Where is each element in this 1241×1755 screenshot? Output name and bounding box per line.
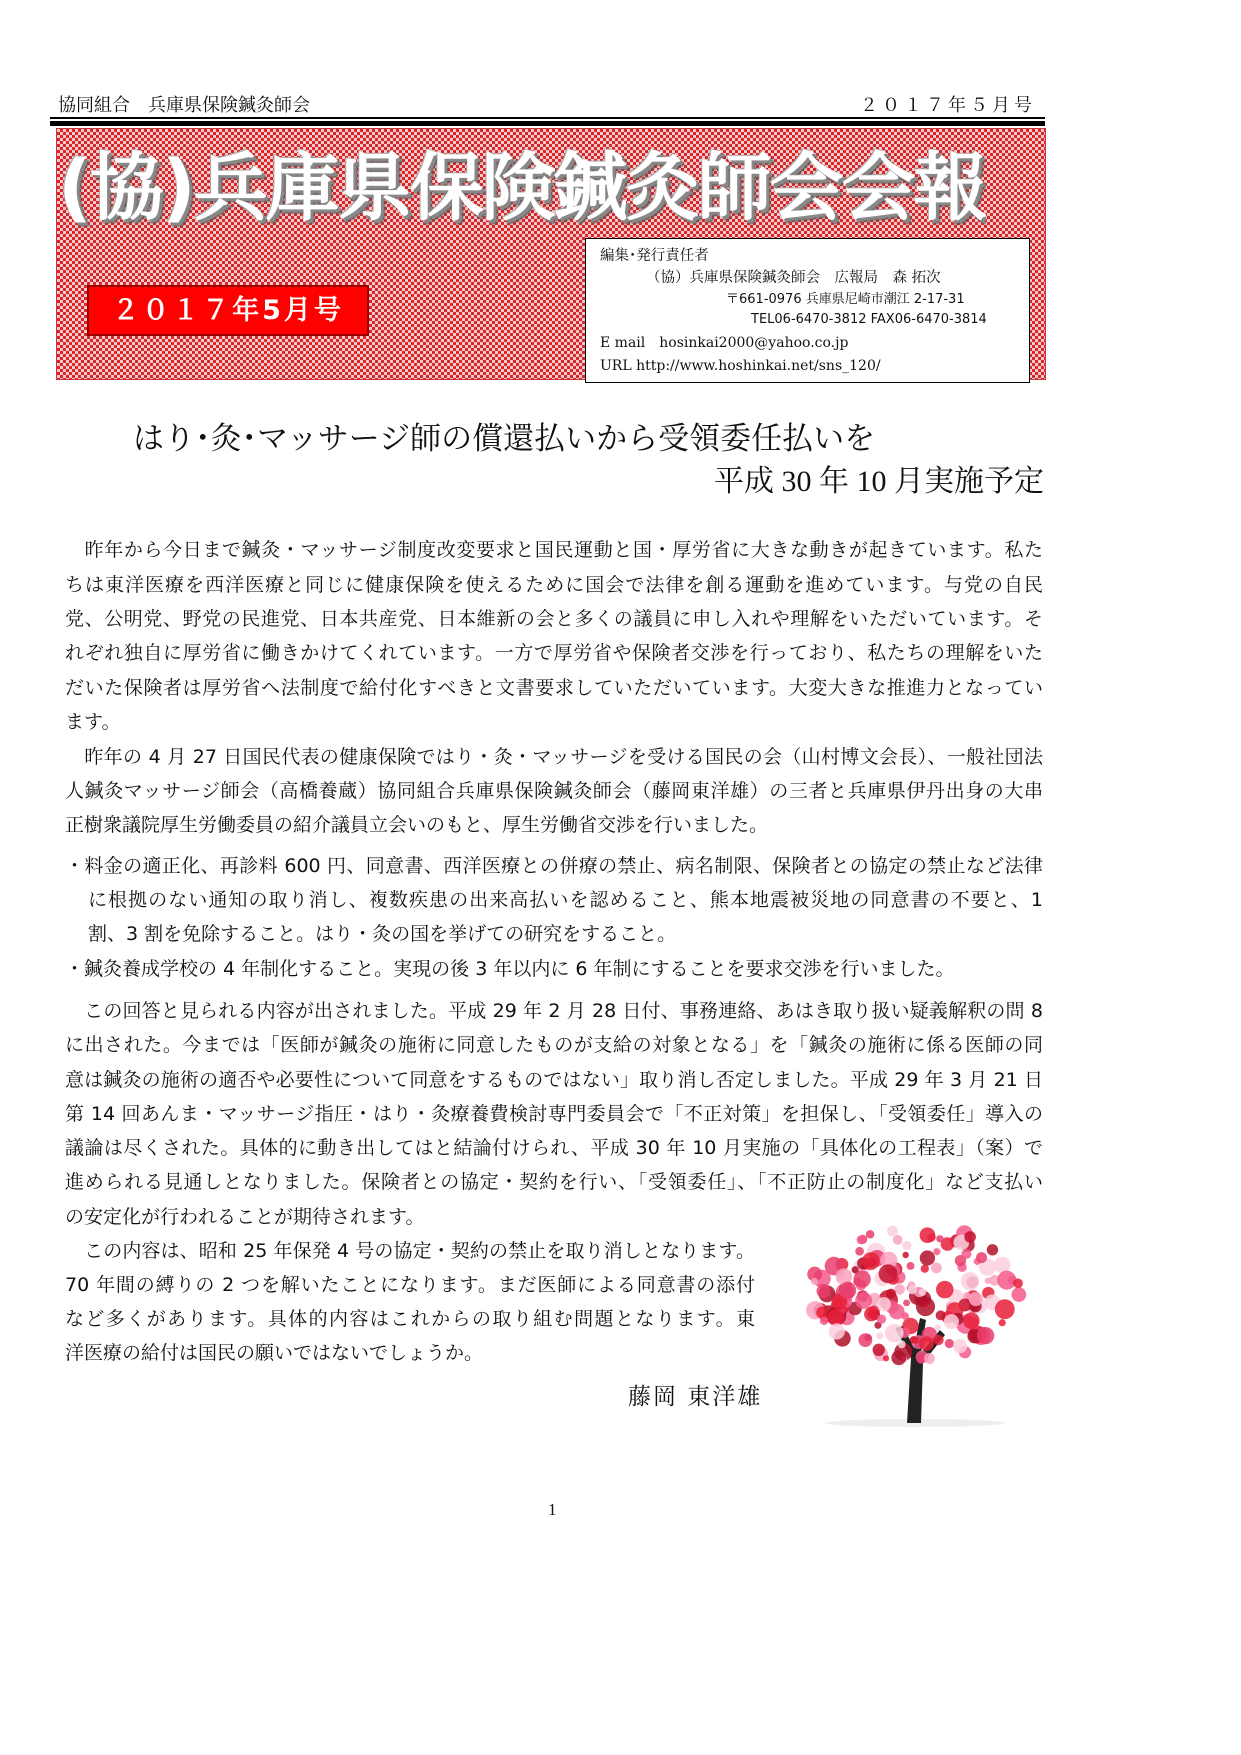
blossom-mark: [912, 1337, 919, 1344]
body-line: れぞれ独自に厚労省に働きかけてくれています。一方で厚労省や保険者交渉を行っており、私たちの理解をいた: [65, 642, 1043, 664]
blossom-mark: [995, 1299, 1015, 1319]
body-line: 進められる見通しとなりました。保険者との協定・契約を行い、「受領委任」、「不正防止の制度化」など支払い: [65, 1171, 1043, 1193]
blossom-mark: [902, 1241, 911, 1250]
blossom-mark: [920, 1250, 935, 1265]
blossom-mark: [898, 1340, 906, 1348]
blossom-mark: [876, 1332, 883, 1339]
body-line: ・鍼灸養成学校の 4 年制化すること。実現の後 3 年以内に 6 年制にすることを要求交渉を行いました。: [65, 958, 955, 980]
blossom-mark: [936, 1310, 946, 1320]
blossom-mark: [879, 1264, 898, 1283]
publisher-info-box: [585, 238, 1030, 383]
blossom-mark: [944, 1314, 959, 1329]
blossom-mark: [987, 1244, 998, 1255]
blossom-mark: [883, 1355, 889, 1361]
blossom-mark: [977, 1327, 994, 1344]
blossom-mark: [919, 1336, 934, 1351]
body-line: 党、公明党、野党の民進党、日本共産党、日本維新の会と多くの議員に申し入れや理解をいただいています。そ: [65, 608, 1043, 630]
running-header-org: 協同組合 兵庫県保険鍼灸師会: [58, 95, 310, 116]
blossom-mark: [907, 1262, 915, 1270]
blossom-mark: [885, 1324, 904, 1343]
body-line: 昨年の 4 月 27 日国民代表の健康保険ではり・灸・マッサージを受ける国民の会（山村博文会長）、一般社団法: [65, 746, 1043, 768]
publisher-heading: 編集･発行責任者: [600, 248, 709, 264]
body-line: この回答と見られる内容が出されました。平成 29 年 2 月 28 日付、事務連絡、あはき取り扱い疑義解釈の問 8: [65, 1000, 1043, 1022]
blossom-mark: [857, 1235, 866, 1244]
blossom-mark: [891, 1350, 906, 1365]
blossom-mark: [864, 1307, 878, 1321]
blossom-mark: [921, 1265, 929, 1273]
publisher-email[interactable]: E mail hosinkai2000@yahoo.co.jp: [600, 335, 849, 351]
body-line: など多くがあります。具体的内容はこれからの取り組む問題となります。東: [65, 1308, 755, 1330]
blossom-mark: [858, 1333, 872, 1347]
page-number: 1: [548, 1500, 557, 1519]
blossom-tree-illustration: [795, 1218, 1035, 1433]
blossom-mark: [961, 1272, 979, 1290]
body-line: 洋医療の給付は国民の願いではないでしょうか。: [65, 1342, 484, 1364]
article-headline: はり･灸･マッサージ師の償還払いから受領委任払いを: [133, 421, 876, 457]
blossom-mark: [817, 1284, 831, 1298]
blossom-mark: [936, 1281, 954, 1299]
blossom-mark: [820, 1317, 828, 1325]
body-line: だいた保険者は厚労省へ法制度で給付化すべきと文書要求していただいています。大変大きな推進力となってい: [65, 677, 1043, 699]
blossom-mark: [933, 1335, 943, 1345]
blossom-mark: [839, 1282, 856, 1299]
body-line: に出された。今までは「医師が鍼灸の施術に同意したものが支給の対象となる」を「鍼灸の施術に係る医師の同: [65, 1034, 1043, 1056]
publisher-address: 〒661-0976 兵庫県尼崎市潮江 2-17-31: [726, 292, 965, 307]
blossom-mark: [853, 1270, 870, 1287]
blossom-mark: [919, 1289, 926, 1296]
blossom-mark: [903, 1299, 910, 1306]
blossom-mark: [862, 1252, 880, 1270]
blossom-mark: [924, 1353, 935, 1364]
publisher-phone: TEL06-6470-3812 FAX06-6470-3814: [751, 312, 987, 327]
blossom-mark: [902, 1252, 908, 1258]
body-line: この内容は、昭和 25 年保発 4 号の協定・契約の禁止を取り消しとなります。: [65, 1240, 755, 1262]
blossom-mark: [908, 1285, 917, 1294]
blossom-mark: [969, 1292, 983, 1306]
masthead-title: (協)兵庫県保険鍼灸師会会報: [58, 146, 986, 230]
blossom-mark: [931, 1262, 942, 1273]
blossom-mark: [920, 1227, 936, 1243]
blossom-mark: [936, 1235, 943, 1242]
blossom-mark: [964, 1231, 976, 1243]
body-line: に根拠のない通知の取り消し、複数疾患の出来高払いを認めること、熊本地震被災地の同意書の不要と、1: [88, 889, 1043, 911]
body-line: の安定化が行われることが期待されます。: [65, 1206, 425, 1228]
blossom-mark: [945, 1339, 954, 1348]
blossom-mark: [893, 1235, 903, 1245]
issue-label: ２０１７年5月号: [87, 285, 369, 336]
blossom-mark: [961, 1249, 971, 1259]
header-rule: [50, 117, 1045, 119]
blossom-mark: [855, 1247, 864, 1256]
blossom-mark: [976, 1252, 987, 1263]
article-subheadline: 平成 30 年 10 月実施予定: [714, 465, 1044, 498]
header-rule-thick: [50, 121, 1045, 126]
body-line: ちは東洋医療を西洋医療と同じに健康保険を使えるために国会で法律を創る運動を進めています。与党の自民: [65, 574, 1043, 596]
blossom-mark: [953, 1339, 967, 1353]
blossom-mark: [877, 1297, 891, 1311]
running-header-issue: ２０１７年５月号: [860, 95, 1036, 116]
body-line: 昨年から今日まで鍼灸・マッサージ制度改変要求と国民運動と国・厚労省に大きな動きが起きています。私た: [65, 539, 1043, 561]
body-line: 第 14 回あんま・マッサージ指圧・はり・灸療養費検討専門委員会で「不正対策」を担保し、「受領委任」導入の: [65, 1103, 1043, 1125]
blossom-mark: [816, 1306, 828, 1318]
blossom-mark: [999, 1319, 1006, 1326]
blossom-mark: [934, 1324, 940, 1330]
body-line: 正樹衆議院厚生労働委員の紹介議員立会いのもと、厚生労働省交渉を行いました。: [65, 814, 769, 836]
body-line: 割、3 割を免除すること。はり・灸の国を挙げての研究をすること。: [88, 923, 677, 945]
blossom-mark: [1013, 1278, 1023, 1288]
publisher-url[interactable]: URL http://www.hoshinkai.net/sns_120/: [600, 358, 881, 374]
blossom-mark: [963, 1312, 980, 1329]
body-line: 議論は尽くされた。具体的に動き出してはと結論付けられ、平成 30 年 10 月実施の「具体化の工程表」（案）で: [65, 1137, 1043, 1159]
blossom-mark: [855, 1292, 872, 1309]
blossom-mark: [1011, 1287, 1026, 1302]
body-line: 人鍼灸マッサージ師会（高橋養蔵）協同組合兵庫県保険鍼灸師会（藤岡東洋雄）の三者と兵庫県伊丹出身の大串: [65, 780, 1043, 802]
body-line: 70 年間の縛りの 2 つを解いたことになります。まだ医師による同意書の添付: [65, 1274, 755, 1296]
blossom-mark: [901, 1312, 909, 1320]
body-line: 意は鍼灸の施術の適否や必要性について同意をするものではない」取り消し否定しました。平成 29 年 3 月 21 日: [65, 1069, 1043, 1091]
blossom-mark: [866, 1230, 875, 1239]
body-line: ます。: [65, 711, 121, 733]
blossom-mark: [829, 1323, 845, 1339]
publisher-name: （協）兵庫県保険鍼灸師会 広報局 森 拓次: [646, 270, 941, 286]
body-line: ・料金の適正化、再診料 600 円、同意書、西洋医療との併療の禁止、病名制限、保険者との協定の禁止など法律: [65, 855, 1043, 877]
article-signature: 藤岡 東洋雄: [628, 1384, 763, 1410]
blossom-mark: [877, 1314, 886, 1323]
blossom-mark: [933, 1248, 940, 1255]
blossom-mark: [873, 1344, 885, 1356]
blossom-mark: [811, 1278, 818, 1285]
blossom-mark: [887, 1226, 898, 1237]
